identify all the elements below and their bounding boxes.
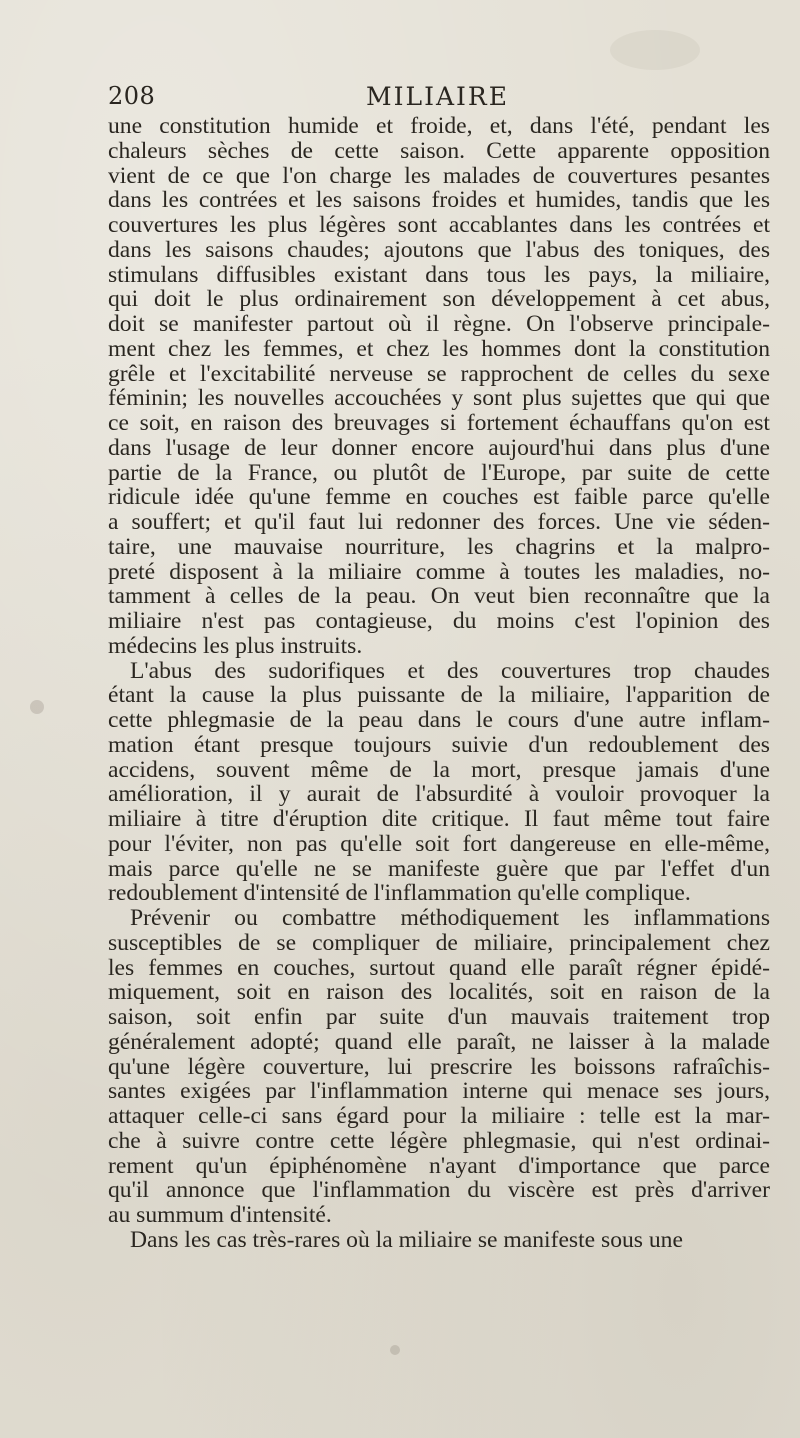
text-line: Prévenir ou combattre méthodiquement les inflammations xyxy=(130,905,770,931)
text-line: miquement, soit en raison des localités, soit en raison de la xyxy=(108,979,770,1006)
text-line: ce soit, en raison des breuvages si fortement échauffans qu'on est xyxy=(108,410,770,436)
text-line: ment chez les femmes, et chez les hommes dont la constitution xyxy=(108,335,770,362)
text-line: saison, soit enfin par suite d'un mauvais traitement trop xyxy=(108,1004,770,1030)
text-line: une constitution humide et froide, et, dans l'été, pendant les xyxy=(108,113,770,139)
text-line: redoublement d'intensité de l'inflammation qu'elle complique. xyxy=(108,880,691,907)
text-line: preté disposent à la miliaire comme à toutes les maladies, no- xyxy=(108,558,770,585)
text-line: miliaire n'est pas contagieuse, du moins c'est l'opinion des xyxy=(108,608,770,634)
text-line: chaleurs sèches de cette saison. Cette apparente opposition xyxy=(108,137,770,164)
text-line: les femmes en couches, surtout quand elle paraît régner épidé- xyxy=(108,954,770,981)
text-line: médecins les plus instruits. xyxy=(108,632,363,659)
text-line: féminin; les nouvelles accouchées y sont plus sujettes que qui que xyxy=(108,385,770,412)
text-line: santes exigées par l'inflammation interne qui menace ses jours, xyxy=(108,1078,770,1105)
text-line: cette phlegmasie de la peau dans le cours d'une autre inflam- xyxy=(108,707,770,733)
text-line: dans l'usage de leur donner encore aujourd'hui dans plus d'une xyxy=(108,434,770,461)
paper-stain xyxy=(390,1345,400,1355)
text-line: partie de la France, ou plutôt de l'Europe, par suite de cette xyxy=(108,459,770,486)
paper-stain xyxy=(30,700,44,714)
text-line: généralement adopté; quand elle paraît, ne laisser à la malade xyxy=(108,1028,770,1055)
text-line: qu'une légère couverture, lui prescrire les boissons rafraîchis- xyxy=(108,1053,770,1080)
text-line: che à suivre contre cette légère phlegmasie, qui n'est ordinai- xyxy=(108,1127,770,1154)
text-line: taire, une mauvaise nourriture, les chagrins et la malpro- xyxy=(108,533,770,560)
text-line: rement qu'un épiphénomène n'ayant d'importance que parce xyxy=(108,1152,770,1179)
running-head: MILIAIRE xyxy=(366,82,509,111)
text-line: qui doit le plus ordinairement son développement à cet abus, xyxy=(108,286,770,313)
text-line: amélioration, il y aurait de l'absurdité à vouloir provoquer la xyxy=(108,781,770,808)
text-line: qu'il annonce que l'inflammation du viscère est près d'arriver xyxy=(108,1177,770,1204)
text-line: vient de ce que l'on charge les malades de couvertures pesantes xyxy=(108,162,770,189)
text-line: étant la cause la plus puissante de la miliaire, l'apparition de xyxy=(108,682,770,709)
text-line: miliaire à titre d'éruption dite critique. Il faut même tout faire xyxy=(108,806,770,832)
text-line: L'abus des sudorifiques et des couvertures trop chaudes xyxy=(130,657,770,684)
text-line: doit se manifester partout où il règne. On l'observe principale- xyxy=(108,311,770,337)
text-line: stimulans diffusibles existant dans tous les pays, la miliaire, xyxy=(108,261,770,288)
text-line: dans les saisons chaudes; ajoutons que l'abus des toniques, des xyxy=(108,236,770,263)
text-line: mation étant presque toujours suivie d'un redoublement des xyxy=(108,731,770,758)
text-line: tamment à celles de la peau. On veut bien reconnaître que la xyxy=(108,583,770,610)
page-number: 208 xyxy=(108,82,156,110)
text-line: dans les contrées et les saisons froides et humides, tandis que les xyxy=(108,187,770,214)
text-line: a souffert; et qu'il faut lui redonner des forces. Une vie séden- xyxy=(108,509,770,535)
page-header xyxy=(108,82,768,116)
text-line: ridicule idée qu'une femme en couches est faible parce qu'elle xyxy=(108,484,770,511)
text-line: Dans les cas très-rares où la miliaire se manifeste sous une xyxy=(130,1226,683,1253)
text-line: au summum d'intensité. xyxy=(108,1202,332,1228)
body-text xyxy=(108,114,770,1253)
paper-stain xyxy=(610,30,700,70)
text-line: pour l'éviter, non pas qu'elle soit fort dangereuse en elle-même, xyxy=(108,830,770,857)
text-line: accidens, souvent même de la mort, presque jamais d'une xyxy=(108,756,770,783)
text-line: mais parce qu'elle ne se manifeste guère que par l'effet d'un xyxy=(108,855,770,882)
text-line: couvertures les plus légères sont accablantes dans les contrées et xyxy=(108,212,770,238)
text-line: susceptibles de se compliquer de miliaire, principalement chez xyxy=(108,929,770,956)
text-line: attaquer celle-ci sans égard pour la miliaire : telle est la mar- xyxy=(108,1103,770,1129)
text-line: grêle et l'excitabilité nerveuse se rapprochent de celles du sexe xyxy=(108,360,770,387)
